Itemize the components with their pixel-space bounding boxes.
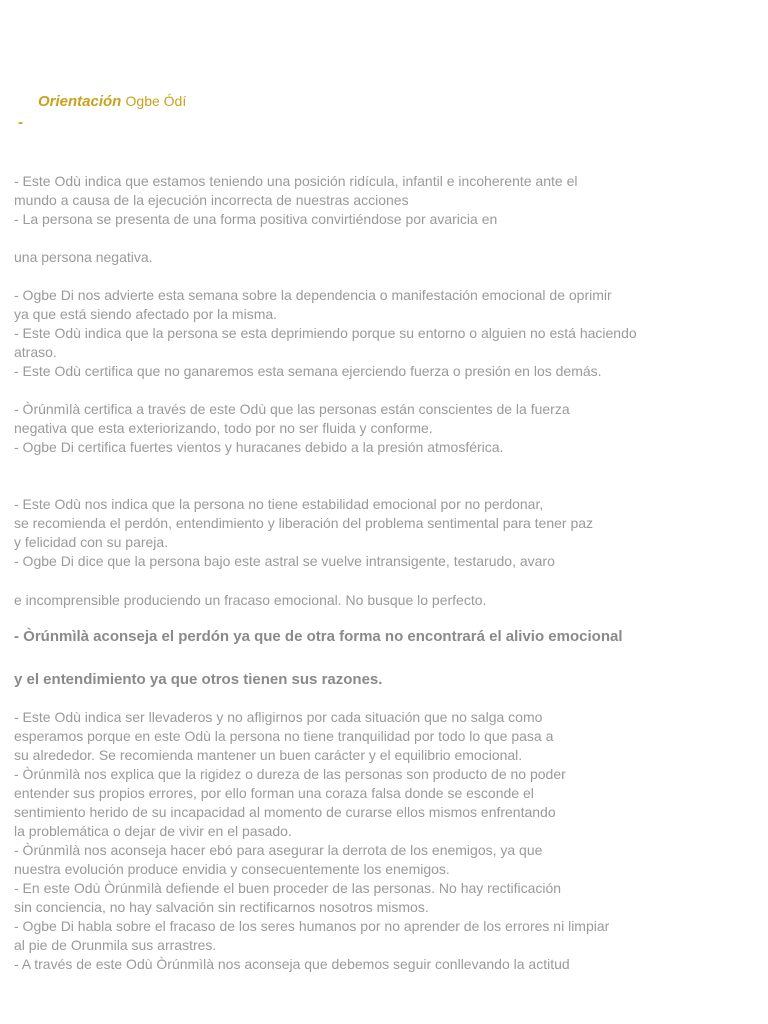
text-line: - La persona se presenta de una forma positiva convirtiéndose por avaricia en [14, 211, 498, 227]
text-line: una persona negativa. [14, 249, 153, 265]
text-line: - Ogbe Di nos advierte esta semana sobre la dependencia o manifestación emocional de oprimir [14, 287, 612, 303]
text-line: - Òrúnmìlà nos aconseja hacer ebó para asegurar la derrota de los enemigos, ya que [14, 842, 543, 858]
text-line: - Òrúnmìlà certifica a través de este Odù que las personas están conscientes de la fuerza [14, 401, 570, 417]
text-line: al pie de Orunmila sus arrastres. [14, 937, 217, 953]
text-line: mundo a causa de la ejecución incorrecta de nuestras acciones [14, 192, 409, 208]
text-line: se recomienda el perdón, entendimiento y liberación del problema sentimental para tener paz [14, 515, 594, 531]
text-line: - Este Odù indica ser llevaderos y no afligirnos por cada situación que no salga como [14, 709, 543, 725]
text-line: nuestra evolución produce envidia y consecuentemente los enemigos. [14, 861, 450, 877]
text-line: atraso. [14, 344, 57, 360]
text-line: la problemática o dejar de vivir en el pasado. [14, 823, 292, 839]
text-line: su alrededor. Se recomienda mantener un buen carácter y el equilibrio emocional. [14, 747, 523, 763]
title-dash: - [18, 114, 23, 131]
emphasis-line: - Òrúnmìlà aconseja el perdón ya que de otra forma no encontrará el alivio emocional [14, 628, 623, 645]
title-odu-name: Ogbe Ódí [125, 93, 187, 109]
text-line: - Ogbe Di habla sobre el fracaso de los seres humanos por no aprender de los errores ni limpiar [14, 918, 610, 934]
text-line: - A través de este Odù Òrúnmìlà nos aconseja que debemos seguir conllevando la actitud [14, 956, 570, 972]
title-bold: Orientación [38, 93, 122, 110]
text-line: esperamos porque en este Odù la persona no tiene tranquilidad por todo lo que pasa a [14, 728, 554, 744]
text-line: ya que está siendo afectado por la misma. [14, 306, 278, 322]
text-line: sin conciencia, no hay salvación sin rectificarnos nosotros mismos. [14, 899, 429, 915]
text-line: - Òrúnmìlà nos explica que la rigidez o dureza de las personas son producto de no poder [14, 766, 566, 782]
text-line: e incomprensible produciendo un fracaso emocional. No busque lo perfecto. [14, 592, 487, 608]
text-line: - Este Odù indica que la persona se esta deprimiendo porque su entorno o alguien no está haciendo [14, 325, 637, 341]
text-line: - Este Odù certifica que no ganaremos esta semana ejerciendo fuerza o presión en los demás. [14, 363, 602, 379]
text-line: - Este Odù nos indica que la persona no tiene estabilidad emocional por no perdonar, [14, 496, 544, 512]
text-line: - Ogbe Di certifica fuertes vientos y huracanes debido a la presión atmosférica. [14, 439, 504, 455]
text-line: sentimiento herido de su incapacidad al momento de curarse ellos mismos enfrentando [14, 804, 556, 820]
text-line: - Este Odù indica que estamos teniendo una posición ridícula, infantil e incoherente ante el [14, 173, 578, 189]
text-line: entender sus propios errores, por ello forman una coraza falsa donde se esconde el [14, 785, 534, 801]
text-line: y felicidad con su pareja. [14, 534, 169, 550]
emphasis-line: y el entendimiento ya que otros tienen sus razones. [14, 671, 383, 688]
text-line: - Ogbe Di dice que la persona bajo este astral se vuelve intransigente, testarudo, avaro [14, 553, 555, 569]
text-line: - En este Odù Òrúnmìlà defiende el buen proceder de las personas. No hay rectificación [14, 880, 562, 896]
text-line: negativa que esta exteriorizando, todo por no ser fluida y conforme. [14, 420, 433, 436]
section-title [38, 93, 186, 110]
